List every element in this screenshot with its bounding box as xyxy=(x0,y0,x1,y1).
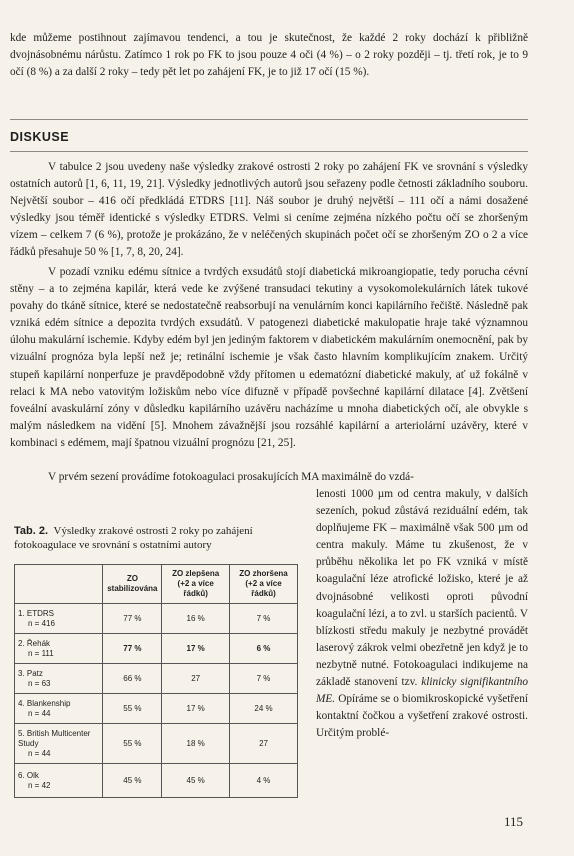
results-table xyxy=(14,564,298,798)
discussion-paragraph-1: V tabulce 2 jsou uvedeny naše výsledky zrakové ostrosti 2 roky po zahájení FK ve srovnání s výsledky ostatních autorů [1, 6, 11, 19, 21]. Výsledky jednotlivých autorů jsou seřazeny podle četnosti základního souboru. Největší soubor – 416 očí předkládá ETDRS [11]. Náš soubor je druhý největší – 111 očí a námi dosažené výsledky jsou téměř identické s výsledky ETDRS. Velmi si ceníme zejména nízkého počtu očí se zhoršeným vízem – celkem 7 (6 %), protože je prokázáno, že v neléčených skupinách počet očí se zhoršeným ZO o 2 a více řádků přesahuje 50 % [1, 7, 8, 20, 24]. xyxy=(10,161,528,259)
table-cell-better: 17 % xyxy=(162,694,230,724)
table-cell-better: 17 % xyxy=(162,634,230,664)
table-cell-worse: 7 % xyxy=(230,664,298,694)
right-column-body: lenosti 1000 µm od centra makuly, v dalších sezeních, pokud zůstává reziduální edém, tak doplňujeme FK – maximálně však 500 µm od centra makuly. Máme tu zkušenost, že v průběhu několika let po FK vzniká v místě koagulační léze atrofické ložisko, které je až dvojnásobné velikosti oproti původní koagulační lézi, a to zvl. u starších pacientů. V blízkosti středu makuly je nezbytné provádět laserový zákrok velmi obezřetně jen když je to nezbytně nutné. Fotokoagulaci indikujeme na základě stanovení tzv. xyxy=(316,488,528,689)
table-cell-better: 27 xyxy=(162,664,230,694)
right-column-text xyxy=(316,486,528,742)
table-cell-author xyxy=(15,634,103,664)
table-header-cell: ZO zlepšena (+2 a více řádků) xyxy=(162,565,230,604)
table-cell-stable: 77 % xyxy=(103,604,162,634)
table-cell-author xyxy=(15,764,103,798)
table-cell-author xyxy=(15,604,103,634)
table-row xyxy=(15,724,298,764)
author-name: 2. Řehák xyxy=(18,638,51,648)
author-name: 3. Patz xyxy=(18,668,43,678)
intro-paragraph: kde můžeme postihnout zajímavou tendenci, a tou je skutečnost, že každé 2 roky dochází k přibližně dvojnásobnému nárůstu. Zatímco 1 rok po FK to jsou pouze 4 oči (4 %) – o 2 roky později – tj. třetí rok, je to 9 očí (8 %) a za další 2 roky – tedy pět let po zahájení FK, je to již 17 očí (15 %). xyxy=(10,32,528,79)
section-divider-top xyxy=(10,119,528,120)
table-cell-worse: 4 % xyxy=(230,764,298,798)
right-column-tail: Opíráme se o biomikroskopické vyšetření kontaktní čočkou a vyšetření zrakové ostrosti. Určitým problé- xyxy=(316,693,528,740)
sample-size: n = 416 xyxy=(28,618,55,628)
sample-size: n = 111 xyxy=(28,648,54,658)
table-cell-stable: 55 % xyxy=(103,724,162,764)
table-cell-stable: 55 % xyxy=(103,694,162,724)
table-cell-author xyxy=(15,664,103,694)
table-header-cell: ZO zhoršena (+2 a více řádků) xyxy=(230,565,298,604)
discussion-paragraph-2: V pozadí vzniku edému sítnice a tvrdých exsudátů stojí diabetická mikroangiopatie, tedy porucha cévní stěny – a to zejména kapilár, která vede ke zvýšené transudaci tekutiny a vysokomolekulárních látek tukové povahy do tkáně sítnice, které se nedostatečně reabsorbují na venulárním konci kapilárního řečiště. Následně pak vzniká edém sítnice a depozita tvrdých exsudátů. V patogenezi diabetické makulopatie hraje také významnou úlohu makulární ischemie. Kdyby edém byl jen jediným faktorem v diabetickém makulárním onemocnění, pak by vizuální prognóza byla lepší než je; retinální ischemie je však často hlavním komplikujícím znakem. Určitý stupeň kapilární nonperfuze je pravděpodobně vždy přítomen u edematózní diabetické makuly, ať už fokálně v relaci k MA nebo vatovitým ložiskům nebo více difuzně v případě povšechné kapilární dilatace [4]. Zvětšení foveální avaskulární zóny v důsledku kapilárního uzávěru nacházíme u mnoha diabetických očí, ale obvykle s malým následkem na vidění [5]. Mnohem závažnější jsou rozsáhlé kapilární a arteriolární uzávěry, které v kombinaci s edémem, mají špatnou vizuální prognózu [21, 25]. xyxy=(10,266,528,449)
table-body xyxy=(15,604,298,798)
table-row xyxy=(15,634,298,664)
right-column-italic-term: klinicky signifikantního ME. xyxy=(316,676,528,706)
sample-size: n = 44 xyxy=(28,748,51,758)
table-caption xyxy=(14,524,300,552)
section-divider-bottom xyxy=(10,151,528,152)
table-header-cell: ZO stabilizována xyxy=(103,565,162,604)
table-cell-stable: 66 % xyxy=(103,664,162,694)
sample-size: n = 42 xyxy=(28,780,51,790)
table-cell-author xyxy=(15,694,103,724)
table-cell-author xyxy=(15,724,103,764)
table-cell-stable: 45 % xyxy=(103,764,162,798)
table-row xyxy=(15,664,298,694)
table-cell-better: 16 % xyxy=(162,604,230,634)
table-header-row xyxy=(15,565,298,604)
table-row xyxy=(15,694,298,724)
table-cell-worse: 24 % xyxy=(230,694,298,724)
author-name: 1. ETDRS xyxy=(18,608,55,618)
section-heading: DISKUSE xyxy=(10,130,70,144)
author-name: 4. Blankenship xyxy=(18,698,71,708)
table-cell-better: 45 % xyxy=(162,764,230,798)
table-caption-text: Výsledky zrakové ostrosti 2 roky po zahájení fotokoagulace ve srovnání s ostatními autory xyxy=(14,525,253,551)
table-header-cell xyxy=(15,565,103,604)
sample-size: n = 44 xyxy=(28,708,51,718)
table-row xyxy=(15,764,298,798)
author-name: 6. Olk xyxy=(18,770,39,780)
table-label: Tab. 2. xyxy=(14,525,49,537)
page-number: 115 xyxy=(504,814,524,829)
table-cell-better: 18 % xyxy=(162,724,230,764)
sample-size: n = 63 xyxy=(28,678,51,688)
discussion-paragraph-3-start: V prvém sezení provádíme fotokoagulaci prosakujících MA maximálně do vzdá- xyxy=(48,471,414,483)
table-cell-worse: 6 % xyxy=(230,634,298,664)
table-cell-stable: 77 % xyxy=(103,634,162,664)
table-cell-worse: 27 xyxy=(230,724,298,764)
author-name: 5. British Multicenter Study xyxy=(18,728,91,748)
table-cell-worse: 7 % xyxy=(230,604,298,634)
table-row xyxy=(15,604,298,634)
